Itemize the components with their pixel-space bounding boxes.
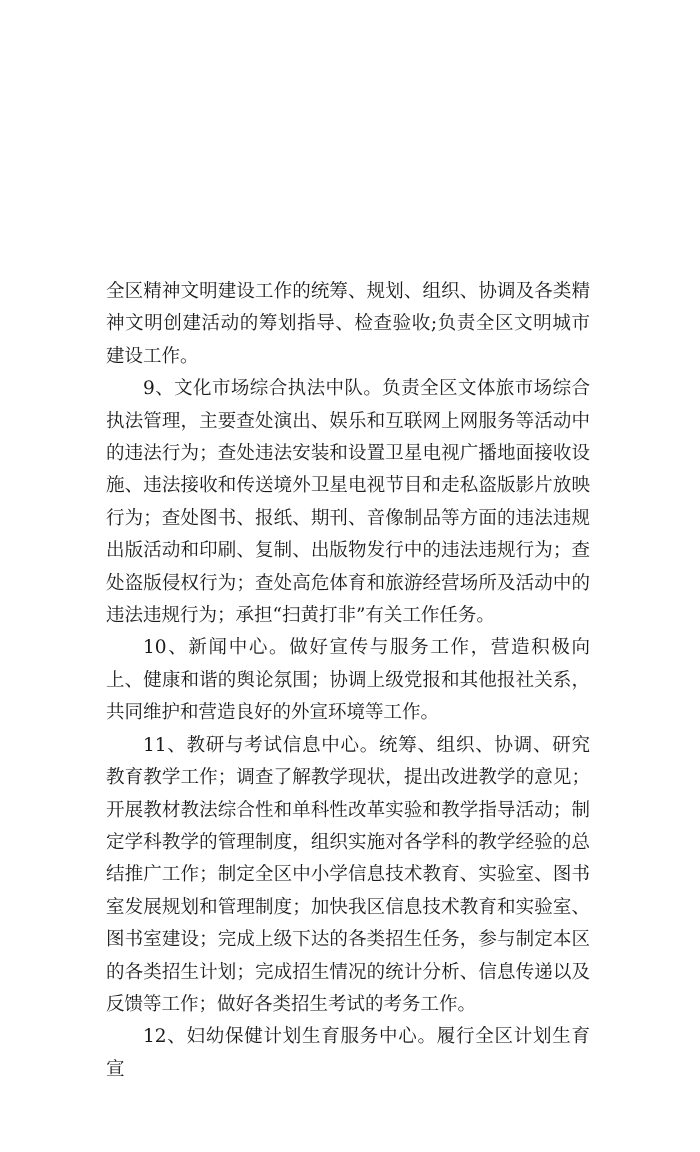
paragraph-item-11: 11、教研与考试信息中心。统筹、组织、协调、研究教育教学工作；调查了解教学现状，提出改进教学的意见；开展教材教法综合性和单科性改革实验和教学指导活动；制定学科教学的管理制度，组织实施对各学科的教学经验的总结推广工作；制定全区中小学信息技术教育、实验室、图书室发展规划和管理制度；加快我区信息技术教育和实验室、图书室建设；完成上级下达的各类招生任务，参与制定本区的各类招生计划；完成招生情况的统计分析、信息传递以及反馈等工作；做好各类招生考试的考务工作。: [106, 734, 590, 1015]
paragraph-item-12: 12、妇幼保健计划生育服务中心。履行全区计划生育宣: [106, 1026, 590, 1080]
body-text: [106, 276, 590, 1086]
paragraph-continuation: 全区精神文明建设工作的统筹、规划、组织、协调及各类精神文明创建活动的筹划指导、检查验收;负责全区文明城市建设工作。: [106, 281, 590, 367]
paragraph-item-10: 10、新闻中心。做好宣传与服务工作，营造积极向上、健康和谐的舆论氛围；协调上级党报和其他报社关系，共同维护和营造良好的外宣环境等工作。: [106, 637, 590, 724]
paragraph-item-9: 9、文化市场综合执法中队。负责全区文体旅市场综合执法管理，主要查处演出、娱乐和互联网上网服务等活动中的违法行为；查处违法安装和设置卫星电视广播地面接收设施、违法接收和传送境外卫星电视节目和走私盗版影片放映行为；查处图书、报纸、期刊、音像制品等方面的违法违规出版活动和印刷、复制、出版物发行中的违法违规行为；查处盗版侵权行为；查处高危体育和旅游经营场所及活动中的违法违规行为；承担“扫黄打非”有关工作任务。: [106, 378, 590, 627]
